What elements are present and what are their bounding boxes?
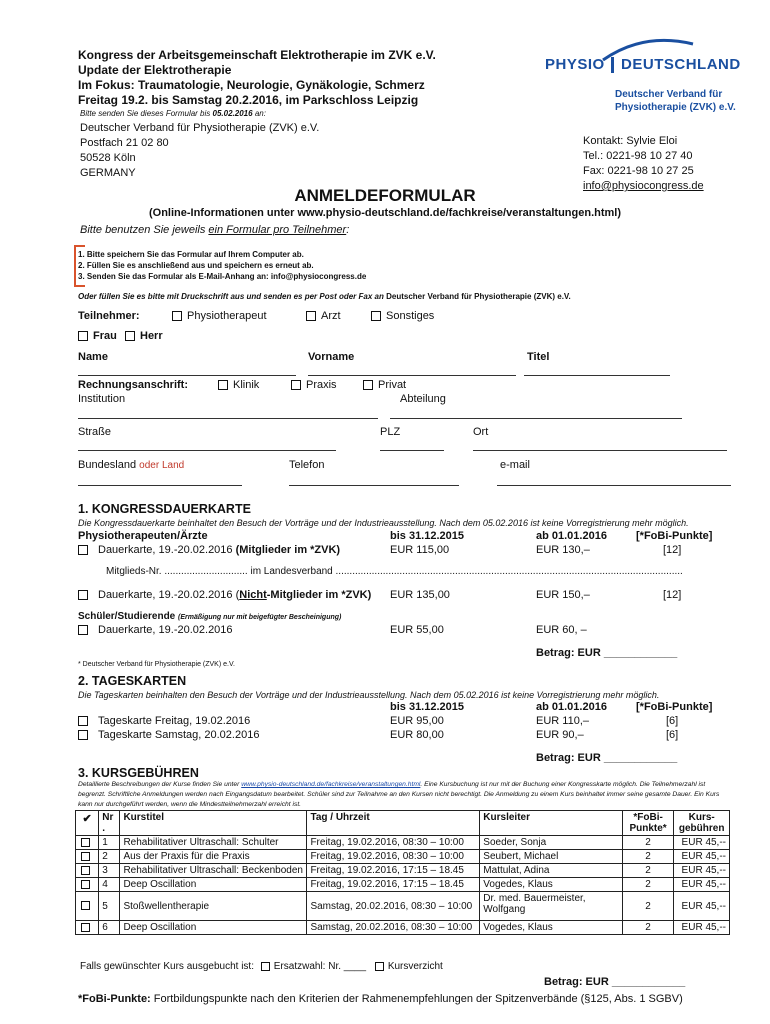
s2-friday-late-price: EUR 110,– [536, 715, 589, 727]
row-nr: 3 [99, 864, 120, 878]
checkbox[interactable] [78, 625, 88, 635]
plz-field[interactable] [380, 450, 444, 451]
checkbox[interactable] [291, 380, 301, 390]
option-label: Praxis [306, 379, 337, 391]
s2-friday-fobi: [6] [666, 715, 679, 727]
telefon-field[interactable] [289, 485, 459, 486]
step-item: 1. Bitte speichern Sie das Formular auf Ihrem Computer ab. [78, 250, 304, 259]
table-row [76, 836, 730, 850]
row-nr: 6 [99, 921, 120, 935]
usage-prefix: Bitte benutzen Sie jeweils [80, 224, 206, 236]
billing-label: Rechnungsanschrift: [78, 379, 189, 391]
print-note-italic: Oder füllen Sie es bitte mit Druckschrift aus und senden es per Post oder Fax an [78, 292, 384, 301]
s2-friday-item[interactable] [78, 715, 250, 727]
participant-arzt-option[interactable] [306, 310, 341, 322]
s2-col-early: bis 31.12.2015 [390, 701, 465, 713]
checkbox[interactable] [306, 311, 316, 321]
participant-label: Teilnehmer: [78, 310, 140, 322]
row-fobi: 2 [622, 836, 674, 850]
row-fee: EUR 45,-- [674, 878, 730, 892]
item-label-underline: Nicht [239, 589, 267, 601]
s1-group1-label: Physiotherapeuten/Ärzte [78, 530, 208, 542]
row-leader: Seubert, Michael [480, 850, 623, 864]
logo-word-physio: PHYSIO [545, 56, 605, 73]
name-field[interactable] [78, 375, 296, 376]
online-info: (Online-Informationen unter www.physio-deutschland.de/fachkreise/veranstaltungen.html) [148, 207, 622, 219]
row-leader: Vogedes, Klaus [480, 921, 623, 935]
steps-list [78, 249, 366, 282]
salutation-herr[interactable] [125, 330, 163, 342]
ort-label: Ort [473, 426, 489, 438]
membership-number-field[interactable]: Mitglieds-Nr. .............................. im Landesverband ............................................................................................................................. [106, 566, 683, 577]
row-nr: 5 [99, 892, 120, 921]
fobi-footer-bold: *FoBi-Punkte: [78, 993, 151, 1005]
recipient-address [80, 121, 319, 181]
option-label: Arzt [321, 310, 341, 322]
header-title: Kurstitel [120, 811, 307, 836]
usage-link: ein Formular pro Teilnehmer [208, 224, 347, 236]
usage-note [80, 224, 349, 236]
contact-fax: Fax: 0221-98 10 27 25 [583, 165, 694, 177]
checkbox[interactable] [81, 923, 90, 932]
address-line: Postfach 21 02 80 [80, 137, 169, 149]
contact-phone: Tel.: 0221-98 10 27 40 [583, 150, 693, 162]
send-note-date: 05.02.2016 [212, 109, 253, 118]
address-line: GERMANY [80, 167, 136, 179]
email-field[interactable] [497, 485, 731, 486]
titel-label: Titel [527, 351, 550, 363]
header-time: Tag / Uhrzeit [307, 811, 480, 836]
row-fee: EUR 45,-- [674, 921, 730, 935]
checkbox[interactable] [371, 311, 381, 321]
item-label-bold: (Mitglieder im *ZVK) [235, 544, 341, 556]
checkbox[interactable] [78, 730, 88, 740]
logo-sub1: Deutscher Verband für [615, 89, 723, 100]
row-time: Freitag, 19.02.2016, 08:30 – 10:00 [307, 850, 480, 864]
row-title: Rehabilitativer Ultraschall: Beckenboden [120, 864, 307, 878]
s2-col-fobi: [*FoBi-Punkte] [636, 701, 713, 713]
row-time: Freitag, 19.02.2016, 17:15 – 18.45 [307, 878, 480, 892]
row-title: Stoßwellentherapie [120, 892, 307, 921]
row-fobi: 2 [622, 921, 674, 935]
section3-title: 3. KURSGEBÜHREN [78, 766, 199, 780]
s3-total[interactable]: Betrag: EUR ____________ [544, 976, 686, 988]
header-nr: Nr . [99, 811, 120, 836]
row-fee: EUR 45,-- [674, 850, 730, 864]
item-label: Tageskarte Freitag, 19.02.2016 [98, 715, 251, 727]
s1-member-item[interactable] [78, 544, 340, 556]
email-label: e-mail [500, 459, 530, 471]
institution-field[interactable] [78, 418, 378, 419]
institution-label: Institution [78, 393, 126, 405]
option-label: Privat [378, 379, 407, 391]
s2-saturday-early-price: EUR 80,00 [390, 729, 444, 741]
checkbox[interactable] [218, 380, 228, 390]
table-row [76, 878, 730, 892]
s1-footnote: * Deutscher Verband für Physiotherapie (ZVK) e.V. [78, 661, 235, 668]
s1-group2-label [78, 611, 341, 622]
fallback-row [80, 961, 443, 972]
s1-nonmember-fobi: [12] [663, 589, 682, 601]
desc-text: Detaillierte Beschreibungen der Kurse finden Sie unter [78, 781, 240, 788]
s1-col-early: bis 31.12.2015 [390, 530, 465, 542]
ersatz-label[interactable]: Ersatzwahl: Nr. ____ [273, 961, 367, 972]
row-checkbox-cell[interactable] [76, 878, 99, 892]
item-label-bold: -Mitglieder im *ZVK) [266, 589, 372, 601]
event-title: Kongress der Arbeitsgemeinschaft Elektrotherapie im ZVK e.V. [78, 48, 436, 62]
s1-member-early-price: EUR 115,00 [390, 544, 450, 556]
s1-nonmember-item[interactable] [78, 589, 371, 601]
courses-table [75, 810, 730, 935]
s1-nonmember-early-price: EUR 135,00 [390, 589, 450, 601]
s1-member-late-price: EUR 130,– [536, 544, 590, 556]
row-checkbox-cell[interactable] [76, 836, 99, 850]
checkbox[interactable] [81, 880, 90, 889]
checkbox[interactable] [81, 866, 90, 875]
s2-total[interactable]: Betrag: EUR ____________ [536, 752, 678, 764]
row-fee: EUR 45,-- [674, 892, 730, 921]
plz-label: PLZ [380, 426, 401, 438]
verzicht-label: Kursverzicht [387, 961, 443, 972]
row-fee: EUR 45,-- [674, 864, 730, 878]
desc-text: . Eine Kursbuchung ist nur mit der Buchung einer Kongresskarte möglich. Die Teilnehmerzahl ist begrenzt. Schriftliche Anmeldungen werden nach Eingangsdatum bearbeitet. Schüler sind zur Teilnahme an den Kursen nicht berechtigt. Die Anmeldung zu einem Kurs beinhaltet immer seine gesamte Dauer. Ein Kurs kann nur durchgeführt werden, wenn die Mindestteilnehmerzahl erreicht ist. [78, 781, 720, 808]
row-fobi: 2 [622, 850, 674, 864]
table-row [76, 864, 730, 878]
row-fobi: 2 [622, 892, 674, 921]
row-leader: Dr. med. Bauermeister, Wolfgang [480, 892, 623, 921]
vorname-label: Vorname [308, 351, 355, 363]
s2-saturday-item[interactable] [78, 729, 259, 741]
fobi-footer [78, 993, 683, 1005]
step-item: 2. Füllen Sie es anschließend aus und speichern es erneut ab. [78, 261, 314, 270]
row-checkbox-cell[interactable] [76, 892, 99, 921]
checkbox[interactable] [172, 311, 182, 321]
checkbox[interactable] [81, 901, 90, 910]
event-date: Freitag 19.2. bis Samstag 20.2.2016, im Parkschloss Leipzig [78, 93, 419, 107]
row-checkbox-cell[interactable] [76, 864, 99, 878]
section1-title: 1. KONGRESSDAUERKARTE [78, 502, 251, 516]
logo-divider [611, 57, 614, 73]
billing-klinik[interactable] [218, 379, 259, 391]
step-item: 3. Senden Sie das Formular als E-Mail-Anhang an: info@physiocongress.de [78, 272, 367, 281]
s1-total[interactable]: Betrag: EUR ____________ [536, 647, 678, 659]
row-time: Freitag, 19.02.2016, 17:15 – 18.45 [307, 864, 480, 878]
row-title: Deep Oscillation [120, 921, 307, 935]
vorname-field[interactable] [308, 375, 516, 376]
option-label: Frau [93, 330, 117, 342]
group2-text: Schüler/Studierende [78, 611, 176, 622]
group2-note: (Ermäßigung nur mit beigefügter Bescheinigung) [178, 614, 342, 621]
ersatz-checkbox[interactable] [261, 962, 270, 971]
courses-header-row [76, 811, 730, 836]
bundesland-field[interactable] [78, 485, 242, 486]
participant-sonstiges-option[interactable] [371, 310, 434, 322]
strasse-field[interactable] [78, 450, 336, 451]
s1-col-late: ab 01.01.2016 [536, 530, 607, 542]
s1-nonmember-late-price: EUR 150,– [536, 589, 590, 601]
participant-physio-option[interactable] [172, 310, 267, 322]
salutation-frau[interactable] [78, 330, 117, 342]
row-checkbox-cell[interactable] [76, 850, 99, 864]
s1-col-fobi: [*FoBi-Punkte] [636, 530, 713, 542]
checkbox[interactable] [78, 716, 88, 726]
row-title: Aus der Praxis für die Praxis [120, 850, 307, 864]
option-label: Physiotherapeut [187, 310, 267, 322]
item-label: Dauerkarte, 19.-20.02.2016 [98, 624, 233, 636]
row-leader: Soeder, Sonja [480, 836, 623, 850]
option-label: Sonstiges [386, 310, 435, 322]
checkbox[interactable] [81, 838, 90, 847]
address-line: 50528 Köln [80, 152, 136, 164]
oder-land-text: oder Land [139, 460, 185, 471]
name-label: Name [78, 351, 108, 363]
checkbox[interactable] [363, 380, 373, 390]
row-time: Samstag, 20.02.2016, 08:30 – 10:00 [307, 892, 480, 921]
ort-field[interactable] [473, 450, 727, 451]
abteilung-field[interactable] [390, 418, 682, 419]
checkbox[interactable] [78, 331, 88, 341]
fallback-label: Falls gewünschter Kurs ausgebucht ist: [80, 961, 254, 972]
header-fobi: *FoBi-Punkte* [622, 811, 674, 836]
strasse-label: Straße [78, 426, 112, 438]
checkbox[interactable] [78, 545, 88, 555]
s2-saturday-fobi: [6] [666, 729, 679, 741]
row-title: Rehabilitativer Ultraschall: Schulter [120, 836, 307, 850]
contact-block [583, 134, 704, 194]
logo-word-deutschland: DEUTSCHLAND [621, 56, 741, 73]
item-label: Dauerkarte, 19.-20.02.2016 [98, 544, 236, 556]
header-check: ✔ [76, 811, 99, 836]
header-fee: Kurs-gebühren [674, 811, 730, 836]
row-nr: 2 [99, 850, 120, 864]
table-row [76, 850, 730, 864]
s1-student-early-price: EUR 55,00 [390, 624, 444, 636]
item-label: Dauerkarte, 19.-20.02.2016 ( [98, 589, 240, 601]
row-checkbox-cell[interactable] [76, 921, 99, 935]
physio-deutschland-logo [543, 38, 743, 118]
row-leader: Mattulat, Adina [480, 864, 623, 878]
s1-member-fobi: [12] [663, 544, 682, 556]
option-label: Herr [140, 330, 163, 342]
section1-desc: Die Kongressdauerkarte beinhaltet den Besuch der Vorträge und der Industrieausstellung. Nach dem 05.02.2016 ist keine Vorregistrierung mehr möglich. [78, 518, 689, 528]
bundesland-label [78, 459, 184, 471]
row-fobi: 2 [622, 878, 674, 892]
row-nr: 1 [99, 836, 120, 850]
table-row [76, 921, 730, 935]
billing-privat[interactable] [363, 379, 406, 391]
item-label: Tageskarte Samstag, 20.02.2016 [98, 729, 260, 741]
fobi-footer-text: Fortbildungspunkte nach den Kriterien der Rahmenempfehlungen der Spitzenverbände (§125, Abs. 1 SGBV) [150, 993, 683, 1005]
row-fee: EUR 45,-- [674, 836, 730, 850]
section3-desc [78, 780, 733, 810]
event-focus: Im Fokus: Traumatologie, Neurologie, Gynäkologie, Schmerz [78, 78, 425, 92]
verzicht-checkbox[interactable] [375, 962, 384, 971]
bundesland-text: Bundesland [78, 459, 137, 471]
s2-friday-early-price: EUR 95,00 [390, 715, 444, 727]
s2-col-late: ab 01.01.2016 [536, 701, 607, 713]
option-label: Klinik [233, 379, 260, 391]
s2-saturday-late-price: EUR 90,– [536, 729, 584, 741]
contact-name: Kontakt: Sylvie Eloi [583, 135, 678, 147]
print-note [78, 292, 571, 301]
form-title: ANMELDEFORMULAR [294, 186, 476, 205]
row-time: Freitag, 19.02.2016, 08:30 – 10:00 [307, 836, 480, 850]
event-subtitle: Update der Elektrotherapie [78, 63, 232, 77]
courses-link[interactable]: www.physio-deutschland.de/fachkreise/veranstaltungen.html [241, 781, 421, 788]
address-line: Deutscher Verband für Physiotherapie (ZVK) e.V. [80, 122, 320, 134]
telefon-label: Telefon [289, 459, 325, 471]
s1-student-late-price: EUR 60, – [536, 624, 587, 636]
send-note-suffix: an: [254, 109, 266, 118]
abteilung-label: Abteilung [400, 393, 446, 405]
row-fobi: 2 [622, 864, 674, 878]
row-nr: 4 [99, 878, 120, 892]
table-row [76, 892, 730, 921]
checkbox[interactable] [125, 331, 135, 341]
logo-sub2: Physiotherapie (ZVK) e.V. [615, 102, 736, 113]
print-note-bold: Deutscher Verband für Physiotherapie (ZVK) e.V. [386, 292, 571, 301]
usage-suffix: : [346, 224, 350, 236]
section2-title: 2. TAGESKARTEN [78, 674, 187, 688]
row-leader: Vogedes, Klaus [480, 878, 623, 892]
send-note [80, 109, 266, 118]
row-title: Deep Oscillation [120, 878, 307, 892]
header-leader: Kursleiter [480, 811, 623, 836]
send-note-prefix: Bitte senden Sie dieses Formular bis [80, 109, 211, 118]
event-header [78, 48, 436, 108]
contact-email-link[interactable]: info@physiocongress.de [583, 180, 704, 192]
titel-field[interactable] [524, 375, 670, 376]
row-time: Samstag, 20.02.2016, 08:30 – 10:00 [307, 921, 480, 935]
checkbox[interactable] [78, 590, 88, 600]
checkbox[interactable] [81, 852, 90, 861]
section2-desc: Die Tageskarten beinhalten den Besuch der Vorträge und der Industrieausstellung. Nach dem 05.02.2016 ist keine Vorregistrierung mehr möglich. [78, 690, 660, 700]
s1-student-item[interactable] [78, 624, 233, 636]
billing-praxis[interactable] [291, 379, 337, 391]
